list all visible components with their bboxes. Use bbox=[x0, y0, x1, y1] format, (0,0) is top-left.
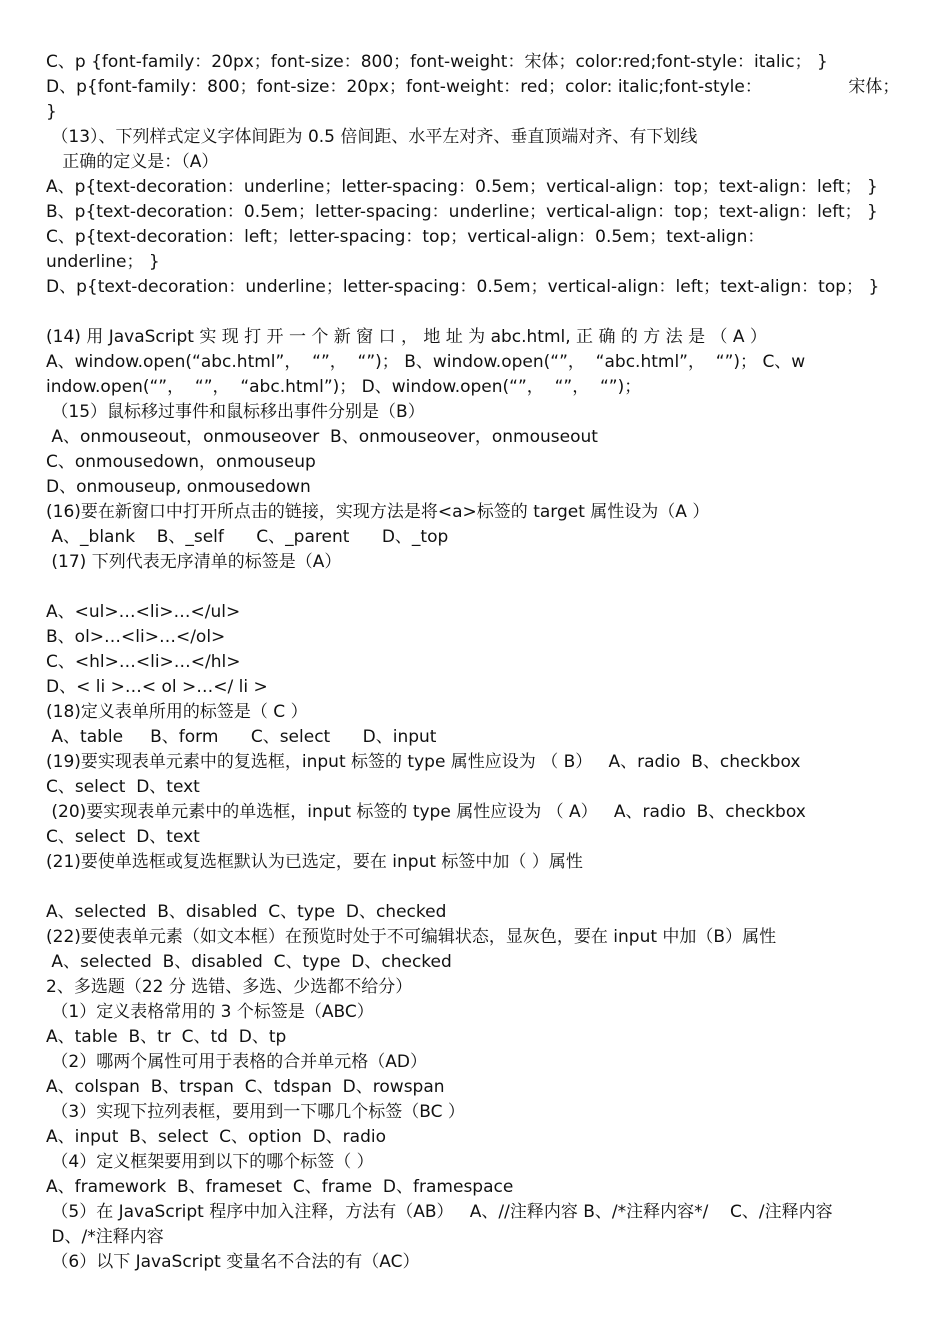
text-line: A、table B、form C、select D、input bbox=[46, 727, 437, 747]
text-line: indow.open(“”， “”， “abc.html”)； D、window.open(“”， “”， “”)； bbox=[46, 377, 642, 397]
text-line: D、< li >…< ol >…</ li > bbox=[46, 677, 268, 697]
text-line: A、selected B、disabled C、type D、checked bbox=[46, 952, 452, 972]
text-line: (21)要使单选框或复选框默认为已选定，要在 input 标签中加（ ）属性 bbox=[46, 852, 583, 872]
text-line: （15）鼠标移过事件和鼠标移出事件分别是（B） bbox=[46, 402, 425, 422]
text-line: （6）以下 JavaScript 变量名不合法的有（AC） bbox=[46, 1252, 420, 1272]
text-line: (19)要实现表单元素中的复选框，input 标签的 type 属性应设为 （ B） A、radio B、checkbox bbox=[46, 752, 801, 772]
text-line: (22)要使表单元素（如文本框）在预览时处于不可编辑状态，显灰色，要在 input 中加（B）属性 bbox=[46, 927, 777, 947]
text-line: （13）、下列样式定义字体间距为 0.5 倍间距、水平左对齐、垂直顶端对齐、有下划线 bbox=[46, 127, 698, 147]
text-line: （1）定义表格常用的 3 个标签是（ABC） bbox=[46, 1002, 374, 1022]
text-line: A、p{text-decoration：underline；letter-spacing：0.5em；vertical-align：top；text-align：left； } bbox=[46, 177, 878, 197]
text-line: (20)要实现表单元素中的单选框，input 标签的 type 属性应设为 （ A） A、radio B、checkbox bbox=[46, 802, 806, 822]
text-line: （5）在 JavaScript 程序中加入注释，方法有（AB） A、//注释内容 B、/*注释内容*/ C、/注释内容 bbox=[46, 1202, 833, 1222]
text-line: (18)定义表单所用的标签是（ C ） bbox=[46, 702, 308, 722]
text-line: D、p{text-decoration：underline；letter-spacing：0.5em；vertical-align：left；text-align：top； } bbox=[46, 277, 880, 297]
text-line: (14) 用 JavaScript 实 现 打 开 一 个 新 窗 口 ， 地 址 为 abc.html, 正 确 的 方 法 是 （ A ） bbox=[46, 327, 767, 347]
text-line: B、ol>…<li>…</ol> bbox=[46, 627, 226, 647]
text-line: (16)要在新窗口中打开所点击的链接，实现方法是将<a>标签的 target 属性设为（A ） bbox=[46, 502, 710, 522]
text-line: 正确的定义是：（A） bbox=[46, 152, 219, 172]
text-line: A、onmouseout，onmouseover B、onmouseover，onmouseout bbox=[46, 427, 598, 447]
text-line: （2）哪两个属性可用于表格的合并单元格（AD） bbox=[46, 1052, 427, 1072]
text-line: (17) 下列代表无序清单的标签是（A） bbox=[46, 552, 342, 572]
text-line bbox=[46, 575, 912, 600]
text-line: A、_blank B、_self C、_parent D、_top bbox=[46, 527, 449, 547]
text-line: （4）定义框架要用到以下的哪个标签（ ） bbox=[46, 1152, 374, 1172]
text-line: underline； } bbox=[46, 252, 160, 272]
text-line: A、input B、select C、option D、radio bbox=[46, 1127, 386, 1147]
text-line: D、p{font-family：800；font-size：20px；font-weight：red；color: italic;font-style： 宋体； bbox=[46, 77, 900, 97]
text-line: 2、多选题（22 分 选错、多选、少选都不给分） bbox=[46, 977, 413, 997]
text-line: C、select D、text bbox=[46, 777, 200, 797]
text-line: D、onmouseup, onmousedown bbox=[46, 477, 311, 497]
text-line: A、<ul>…<li>…</ul> bbox=[46, 602, 241, 622]
text-line: A、framework B、frameset C、frame D、framespace bbox=[46, 1177, 514, 1197]
text-line: C、onmousedown，onmouseup bbox=[46, 452, 316, 472]
text-line: A、colspan B、trspan C、tdspan D、rowspan bbox=[46, 1077, 445, 1097]
text-line: A、window.open(“abc.html”， “”， “”)； B、window.open(“”， “abc.html”， “”)； C、w bbox=[46, 352, 806, 372]
text-line: A、table B、tr C、td D、tp bbox=[46, 1027, 287, 1047]
text-line: A、selected B、disabled C、type D、checked bbox=[46, 902, 447, 922]
text-line: D、/*注释内容 bbox=[46, 1227, 164, 1247]
text-line: C、p{text-decoration：left；letter-spacing：top；vertical-align：0.5em；text-align： bbox=[46, 227, 765, 247]
text-line: （3）实现下拉列表框，要用到一下哪几个标签（BC ） bbox=[46, 1102, 465, 1122]
text-line: B、p{text-decoration：0.5em；letter-spacing：underline；vertical-align：top；text-align：left； } bbox=[46, 202, 878, 222]
text-line bbox=[46, 300, 912, 325]
text-line: C、<hl>…<li>…</hl> bbox=[46, 652, 241, 672]
text-line: C、select D、text bbox=[46, 827, 200, 847]
text-line bbox=[46, 875, 912, 900]
text-line: C、p {font-family：20px；font-size：800；font-weight：宋体；color:red;font-style：italic； } bbox=[46, 52, 828, 72]
text-line: } bbox=[46, 102, 57, 122]
